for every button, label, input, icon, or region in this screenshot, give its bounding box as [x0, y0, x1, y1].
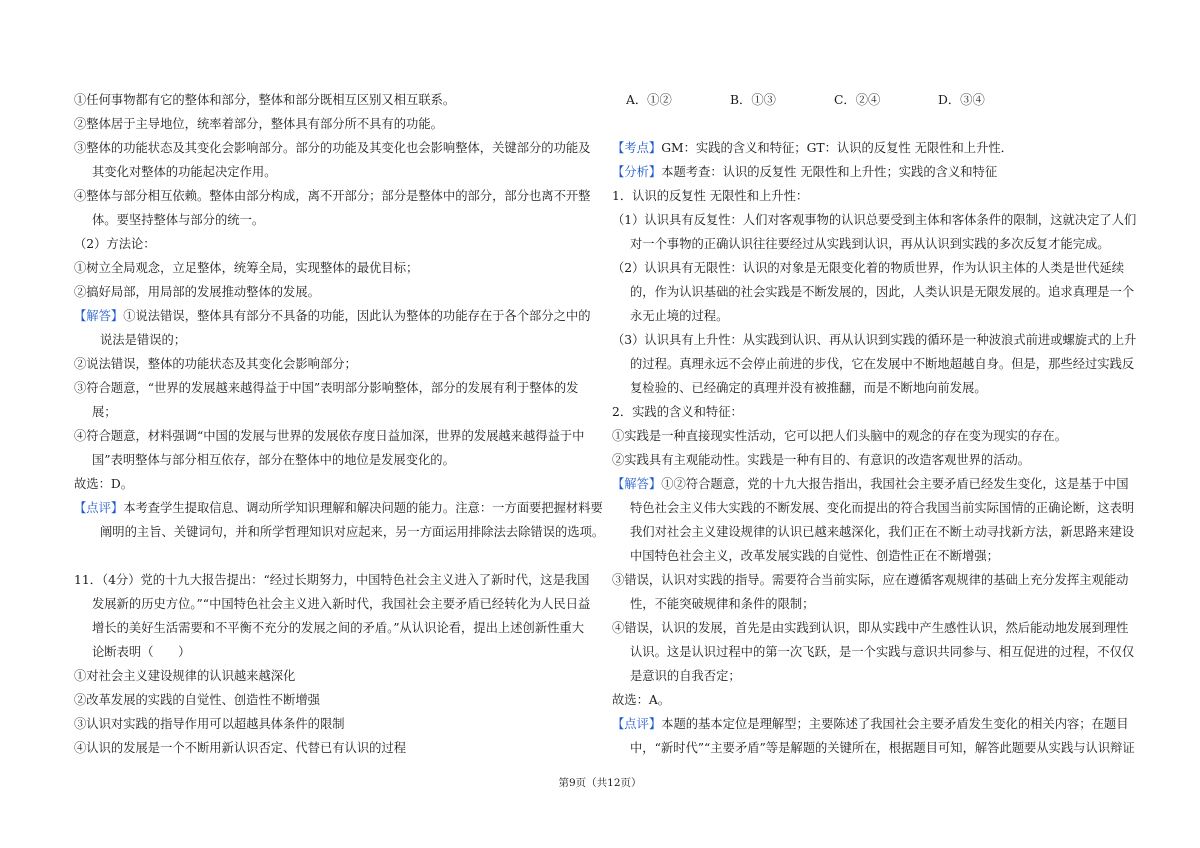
text-line: （2）方法论： [74, 237, 156, 251]
analysis-text: 本题考查：认识的反复性 无限性和上升性；实践的含义和特征 [661, 165, 998, 179]
comment-text: 本题的基本定位是理解型；主要陈述了我国社会主要矛盾发生变化的相关内容；在题目 [661, 717, 1129, 731]
topic-line [612, 136, 1132, 160]
answer-line [74, 304, 598, 328]
question-stem: 11．（4分）党的十九大报告提出：“经过长期努力，中国特色社会主义进入了新时代，这是我国 [74, 573, 590, 587]
analysis-line [612, 160, 1132, 184]
statement-item: ④认识的发展是一个不断用新认识否定、代替已有认识的过程 [74, 741, 407, 755]
answer-line [612, 472, 1132, 496]
statement-item: ②改革发展的实践的自觉性、创造性不断增强 [74, 693, 320, 707]
text-line: 故选：A。 [612, 693, 671, 707]
text-line: ②实践具有主观能动性。实践是一种有目的、有意识的改造客观世界的活动。 [612, 453, 1031, 467]
text-line: ③整体的功能状态及其变化会影响部分。部分的功能及其变化也会影响整体，关键部分的功能及 [74, 141, 591, 155]
text-line: 的，作为认识基础的社会实践是不断发展的，因此，人类认识是无限发展的。追求真理是一个 [630, 285, 1135, 299]
text-line: 其变化对整体的功能起决定作用。 [92, 165, 277, 179]
text-line: ①任何事物都有它的整体和部分，整体和部分既相互区别又相互联系。 [74, 93, 456, 107]
answer-text: ①说法错误，整体具有部分不具备的功能，因此认为整体的功能存在于各个部分之中的 [123, 309, 591, 323]
text-line: ②整体居于主导地位，统率着部分，整体具有部分所不具有的功能。 [74, 117, 443, 131]
topic-text: GM：实践的含义和特征；GT：认识的反复性 无限性和上升性． [661, 141, 1013, 155]
text-line: 国”表明整体与部分相互依存，部分在整体中的地位是发展变化的。 [92, 453, 455, 467]
option-d: D．③④ [938, 93, 985, 107]
text-line: ④错误，认识的发展，首先是由实践到认识，即从实践中产生感性认识，然后能动地发展到理性 [612, 621, 1129, 635]
text-line: 论断表明（ ） [92, 645, 191, 659]
text-line: 展； [92, 405, 117, 419]
comment-text: 本考查学生提取信息、调动所学知识理解和解决问题的能力。注意：一方面要把握材料要 [123, 501, 603, 515]
text-line: 中国特色社会主义，改革发展实践的自觉性、创造性正在不断增强； [630, 549, 999, 563]
text-line: 我们对社会主义建设规律的认识已越来越深化，我们正在不断土动寻找新方法，新思路来建设 [630, 525, 1135, 539]
comment-line [74, 496, 603, 520]
left-column [74, 88, 605, 760]
text-line: 发展新的历史方位。”“中国特色社会主义进入新时代，我国社会主要矛盾已经转化为人民日益 [92, 597, 591, 611]
text-line: 阐明的主旨、关键词句，并和所学哲理知识对应起来，另一方面运用排除法去除错误的选项。 [100, 525, 605, 539]
analysis-tag: 【分析】 [612, 165, 662, 179]
text-line: 性，不能突破规律和条件的限制； [630, 597, 815, 611]
text-line: ①树立全局观念，立足整体，统筹全局，实现整体的最优目标； [74, 261, 419, 275]
text-line: 对一个事物的正确认识往往要经过从实践到认识，再从认识到实践的多次反复才能完成。 [630, 237, 1110, 251]
page-footer: 第9页（共12页） [558, 777, 642, 789]
text-line: ①实践是一种直接现实性活动，它可以把人们头脑中的观念的存在变为现实的存在。 [612, 429, 1067, 443]
text-line: 故选：D。 [74, 477, 134, 491]
topic-tag: 【考点】 [612, 141, 662, 155]
text-line: （2）认识具有无限性：认识的对象是无限变化着的物质世界，作为认识主体的人类是世代延续 [612, 261, 1124, 275]
text-line: 永无止境的过程。 [630, 309, 729, 323]
text-line: ④符合题意，材料强调“中国的发展与世界的发展依存度日益加深，世界的发展越来越得益于中 [74, 429, 585, 443]
text-line: 认识。这是认识过程中的第一次飞跃，是一个实践与意识共同参与、相互促进的过程，不仅仅 [630, 645, 1135, 659]
text-line: ③错误，认识对实践的指导。需要符合当前实际，应在遵循客观规律的基础上充分发挥主观能动 [612, 573, 1129, 587]
text-line: 是意识的自我否定； [630, 669, 741, 683]
statement-item: ①对社会主义建设规律的认识越来越深化 [74, 669, 296, 683]
answer-options [612, 88, 1132, 112]
text-line: 特色社会主义伟大实践的不断发展、变化而提出的符合我国当前实际国情的正确论断，这表明 [630, 501, 1135, 515]
text-line: 增长的美好生活需要和不平衡不充分的发展之间的矛盾。”从认识论看，提出上述创新性重大 [92, 621, 585, 635]
text-line: ④整体与部分相互依赖。整体由部分构成，离不开部分；部分是整体中的部分，部分也离不开整 [74, 189, 591, 203]
option-b: B．①③ [730, 93, 776, 107]
text-line: ③符合题意，“世界的发展越来越得益于中国”表明部分影响整体，部分的发展有利于整体的发 [74, 381, 579, 395]
text-line: （1）认识具有反复性：人们对客观事物的认识总要受到主体和客体条件的限制，这就决定了人们 [612, 213, 1137, 227]
comment-tag: 【点评】 [74, 501, 124, 515]
text-line: 2．实践的含义和特征： [612, 405, 743, 419]
text-line: （3）认识具有上升性：从实践到认识、再从认识到实践的循环是一种波浪式前进或螺旋式的上升 [612, 333, 1137, 347]
answer-tag: 【解答】 [612, 477, 662, 491]
text-line: 的过程。真理永远不会停止前进的步伐，它在发展中不断地超越自身。但是，那些经过实践反 [630, 357, 1135, 371]
text-line: ②说法错误，整体的功能状态及其变化会影响部分； [74, 357, 357, 371]
answer-text: ①②符合题意，党的十九大报告指出，我国社会主要矛盾已经发生变化，这是基于中国 [661, 477, 1129, 491]
text-line: 体。要坚持整体与部分的统一。 [92, 213, 265, 227]
option-a: A．①② [626, 93, 672, 107]
text-line: 复检验的、已经确定的真理并没有被推翻，而是不断地向前发展。 [630, 381, 987, 395]
text-line: 中，“新时代”“主要矛盾”等是解题的关键所在，根据题目可知，解答此题要从实践与认识辩证 [630, 741, 1135, 755]
text-line: ②搞好局部，用局部的发展推动整体的发展。 [74, 285, 320, 299]
right-column [612, 88, 1137, 760]
comment-line [612, 712, 1132, 736]
text-line: 说法是错误的； [100, 333, 187, 347]
comment-tag: 【点评】 [612, 717, 662, 731]
statement-item: ③认识对实践的指导作用可以超越具体条件的限制 [74, 717, 345, 731]
answer-tag: 【解答】 [74, 309, 124, 323]
text-line: 1．认识的反复性 无限性和上升性： [612, 189, 809, 203]
option-c: C．②④ [834, 93, 881, 107]
